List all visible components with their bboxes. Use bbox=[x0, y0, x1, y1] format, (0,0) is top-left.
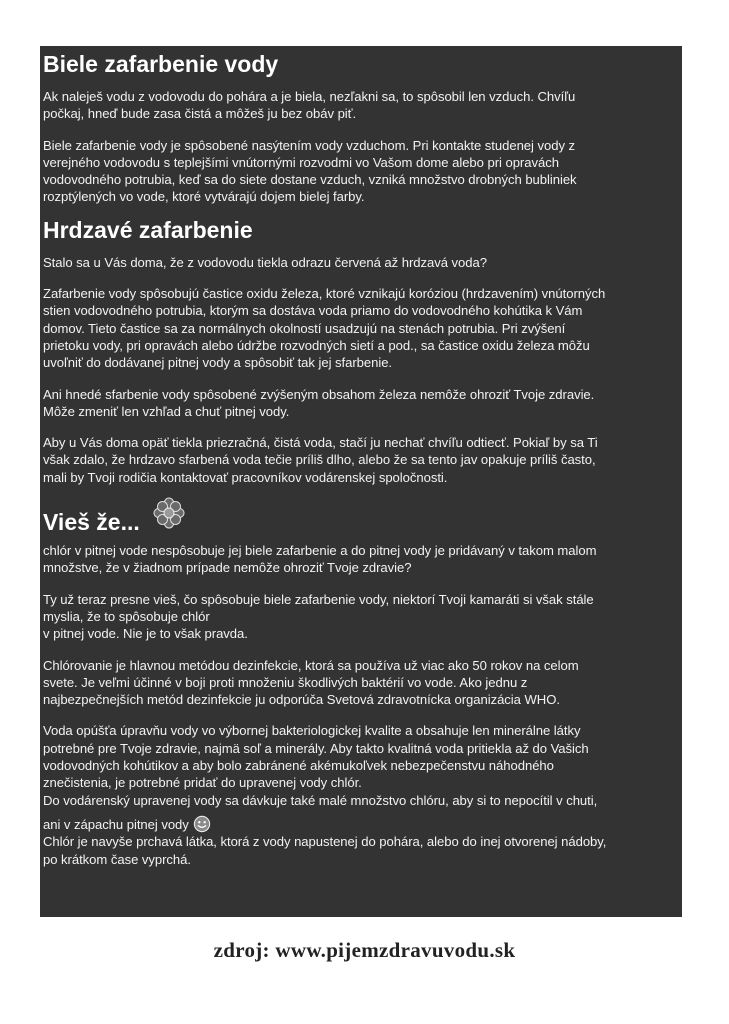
paragraph-know-5 bbox=[43, 815, 679, 833]
paragraph-know-6: Chlór je navyše prchavá látka, ktorá z vody napustenej do pohára, alebo do inej otvorenej nádoby, po krátkom čase vyprchá. bbox=[43, 834, 607, 867]
flower-icon bbox=[152, 496, 186, 530]
source-line: zdroj: www.pijemzdravuvodu.sk bbox=[213, 938, 516, 962]
paragraph-rust-1: Stalo sa u Vás doma, že z vodovodu tiekla odrazu červená až hrdzavá voda? bbox=[43, 254, 487, 270]
paragraph-know-1: chlór v pitnej vode nespôsobuje jej biele zafarbenie a do pitnej vody je pridávaný v takom malom množstve, že v žiadnom prípade nemôže ohroziť Tvoje zdravie? bbox=[43, 543, 597, 576]
heading-rust-coloring: Hrdzavé zafarbenie bbox=[43, 216, 253, 243]
paragraph-white-2: Biele zafarbenie vody je spôsobené nasýtením vody vzduchom. Pri kontakte studenej vody z verejného vodovodu s teplejšími vnútornými rozvodmi vo Vašom dome alebo pri opravách vodovodného potrubia, keď sa do siete dostane vzduch, vzniká množstvo drobných bubliniek rozptýlených vo vode, ktoré vytvárajú dojem bielej farby. bbox=[43, 137, 577, 205]
paragraph-rust-2: Zafarbenie vody spôsobujú častice oxidu železa, ktoré vznikajú koróziou (hrdzavením) vnútorných stien vodovodného potrubia, ktorým sa dostáva voda priamo do vodovodného kohútika k Vám domov. Tieto častice sa za normálnych okolností usadzujú na stenách potrubia. Pri zvýšení prietoku vody, pri opravách alebo údržbe rozvodných sietí a pod., sa častice oxidu železa môžu uvoľniť do dodávanej pitnej vody a spôsobiť tak jej sfarbenie. bbox=[43, 286, 606, 371]
heading-white-coloring: Biele zafarbenie vody bbox=[43, 51, 279, 77]
paragraph-white-1: Ak naleješ vodu z vodovodu do pohára a je biela, nezľakni sa, to spôsobil len vzduch. Chvíľu počkaj, hneď bude zasa čistá a môžeš ju bez obáv piť. bbox=[43, 89, 576, 122]
paragraph-rust-4: Aby u Vás doma opäť tiekla priezračná, čistá voda, stačí ju nechať chvíľu odtiecť. Pokiaľ by sa Ti však zdalo, že hrdzavo sfarbená voda tečie príliš dlho, alebo že sa tento jav opakuje príliš často, mali by Tvoji rodičia kontaktovať pracovníkov vodárenskej spoločnosti. bbox=[43, 435, 598, 485]
article-panel bbox=[40, 46, 682, 917]
did-you-know-heading-row bbox=[43, 486, 679, 536]
paragraph-know-2: Ty už teraz presne vieš, čo spôsobuje biele zafarbenie vody, niektorí Tvoji kamaráti si však stále myslia, že to spôsobuje chlór v pitnej vode. Nie je to však pravda. bbox=[43, 591, 594, 642]
smiley-icon bbox=[193, 815, 211, 833]
paragraph-know-3: Chlórovanie je hlavnou metódou dezinfekcie, ktorá sa používa už viac ako 50 rokov na celom svete. Je veľmi účinné v boji proti množeniu škodlivých baktérií vo vode. Ako jednu z najbezpečnejších metód dezinfekcie ju odporúča Svetová zdravotnícka organizácia WHO. bbox=[43, 657, 579, 708]
heading-did-you-know: Vieš že... bbox=[43, 509, 140, 536]
paragraph-know-5-line1: ani v zápachu pitnej vody bbox=[43, 816, 189, 832]
paragraph-know-4: Voda opúšťa úpravňu vody vo výbornej bakteriologickej kvalite a obsahuje len minerálne látky potrebné pre Tvoje zdravie, najmä soľ a minerály. Aby takto kvalitná voda pritiekla až do Vašich vodovodných kohútikov a aby bolo zabránené akémukoľvek nebezpečenstvu náhodného znečistenia, je potrebné pridať do upravenej vody chlór. Do vodárenský upravenej vody sa dávkuje také malé množstvo chlóru, aby si to nepocítil v chuti, bbox=[43, 723, 598, 808]
paragraph-rust-3: Ani hnedé sfarbenie vody spôsobené zvýšeným obsahom železa nemôže ohroziť Tvoje zdravie. Môže zmeniť len vzhľad a chuť pitnej vody. bbox=[43, 386, 595, 419]
